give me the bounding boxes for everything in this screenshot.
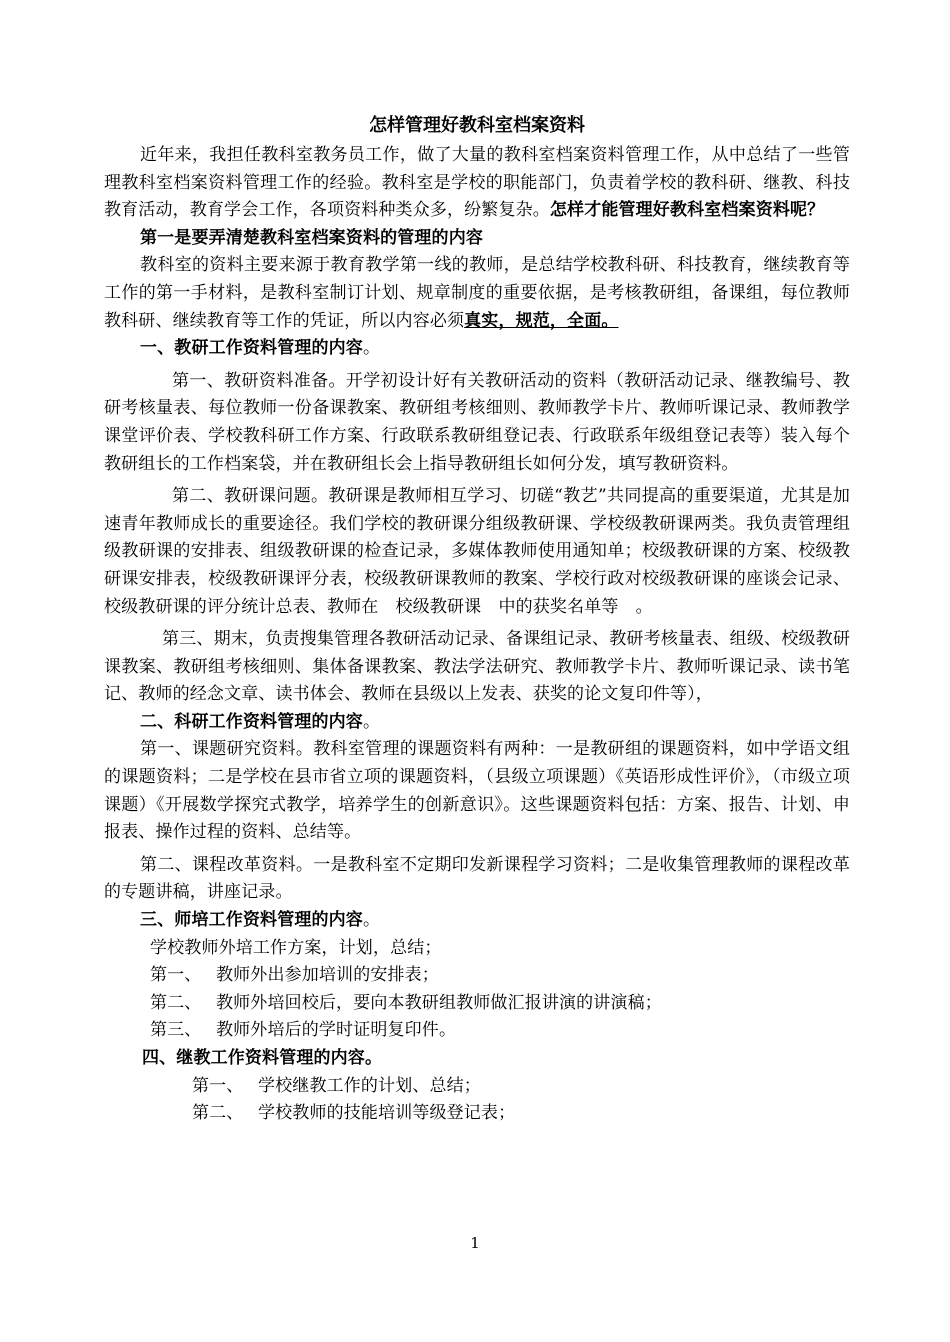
section4-item-text: 学校教师的技能培训等级登记表； <box>258 1103 516 1124</box>
intro-text: 近年来，我担任教科室教务员工作，做了大量的教科室档案资料管理工作，从中总结了一些管理教科室档案资料管理工作的经验。教科室是学校的职能部门，负责着学校的教科研、继教、科技教育活动，教育学会工作，各项资料种类众多，纷繁复杂。 <box>104 145 850 221</box>
section1-heading-text: 一、教研工作资料管理的内容 <box>140 338 363 359</box>
section2-heading-tail: 。 <box>362 711 381 732</box>
section3-item-number: 第三、 <box>150 1020 202 1041</box>
section4-item-number: 第二、 <box>192 1103 244 1124</box>
source-text: 教科室的资料主要来源于教育教学第一线的教师，是总结学校教科研、科技教育，继续教育等工作的第一手材料，是教科室制订计划、规章制度的重要依据，是考核教研组，备课组，每位教师教科研、继续教育等工作的凭证，所以内容必须 <box>104 255 850 331</box>
section3-heading-tail: 。 <box>362 910 381 931</box>
section3-item-text: 教师外培回校后，要向本教研组教师做汇报讲演的讲演稿； <box>216 992 662 1013</box>
section3-item <box>104 990 850 1018</box>
section4-item-number: 第一、 <box>192 1075 244 1096</box>
document-title: 怎样管理好教科室档案资料 <box>369 115 585 136</box>
intro-paragraph <box>104 142 850 225</box>
section3-heading-text: 三、师培工作资料管理的内容 <box>140 910 363 931</box>
section3-item-number: 第二、 <box>150 992 202 1013</box>
section1-para1: 第一、教研资料准备。开学初设计好有关教研活动的资料（教研活动记录、继教编号、教研考核量表、每位教师一份备课教案、教研组考核细则、教师教学卡片、教师听课记录、教师教学课堂评价表、学校教科研工作方案、行政联系教研组登记表、行政联系年级组登记表等）装入每个教研组长的工作档案袋，并在教研组长会上指导教研组长如何分发，填写教研资料。 <box>104 370 850 474</box>
section2-para2: 第二、课程改革资料。一是教科室不定期印发新课程学习资料；二是收集管理教师的课程改革的专题讲稿，讲座记录。 <box>104 854 850 903</box>
section4-item <box>104 1100 850 1128</box>
section4-item <box>104 1073 850 1101</box>
section2-para1: 第一、课题研究资料。教科室管理的课题资料有两种：一是教研组的课题资料，如中学语文组的课题资料；二是学校在县市省立项的课题资料，（县级立项课题）《英语形成性评价》，（市级立项课题）《开展数学探究式教学，培养学生的创新意识》。这些课题资料包括：方案、报告、计划、申报表、操作过程的资料、总结等。 <box>104 739 850 843</box>
section3-item <box>104 962 850 990</box>
source-paragraph <box>104 252 850 335</box>
section3-item-text: 教师外培后的学时证明复印件。 <box>216 1020 457 1041</box>
section4-heading: 四、继教工作资料管理的内容。 <box>142 1048 383 1068</box>
document-page <box>104 112 850 1128</box>
section3-item <box>104 1017 850 1045</box>
section2-heading-text: 二、科研工作资料管理的内容 <box>140 711 363 732</box>
intro-question: 怎样才能管理好教科室档案资料呢？ <box>549 200 825 221</box>
heading-first: 第一是要弄清楚教科室档案资料的管理的内容 <box>140 227 483 248</box>
section3-intro: 学校教师外培工作方案，计划，总结； <box>150 937 442 958</box>
section3-item-text: 教师外出参加培训的安排表； <box>216 965 439 986</box>
section1-heading <box>104 335 850 363</box>
section3-heading <box>104 907 850 935</box>
page-number: 1 <box>470 1234 480 1252</box>
section1-para3: 第三、期末，负责搜集管理各教研活动记录、备课组记录、教研考核量表、组级、校级教研课教案、教研组考核细则、集体备课教案、教法学法研究、教师教学卡片、教师听课记录、读书笔记、教师的经念文章、读书体会、教师在县级以上发表、获奖的论文复印件等）， <box>104 629 850 705</box>
section2-heading <box>104 709 850 737</box>
section1-para2: 第二、教研课问题。教研课是教师相互学习、切磋“教艺”共同提高的重要渠道，尤其是加速青年教师成长的重要途径。我们学校的教研课分组级教研课、学校级教研课两类。我负责管理组级教研课的安排表、组级教研课的检查记录，多媒体教师使用通知单；校级教研课的方案、校级教研课安排表，校级教研课评分表，校级教研课教师的教案、学校行政对校级教研课的座谈会记录、校级教研课的评分统计总表、教师在 校级教研课 中的获奖名单等 。 <box>104 486 850 617</box>
section1-heading-tail: 。 <box>362 338 381 359</box>
section4-item-text: 学校继教工作的计划、总结； <box>258 1075 481 1096</box>
section3-item-number: 第一、 <box>150 965 202 986</box>
source-emphasis: 真实，规范，全面。 <box>464 310 619 331</box>
